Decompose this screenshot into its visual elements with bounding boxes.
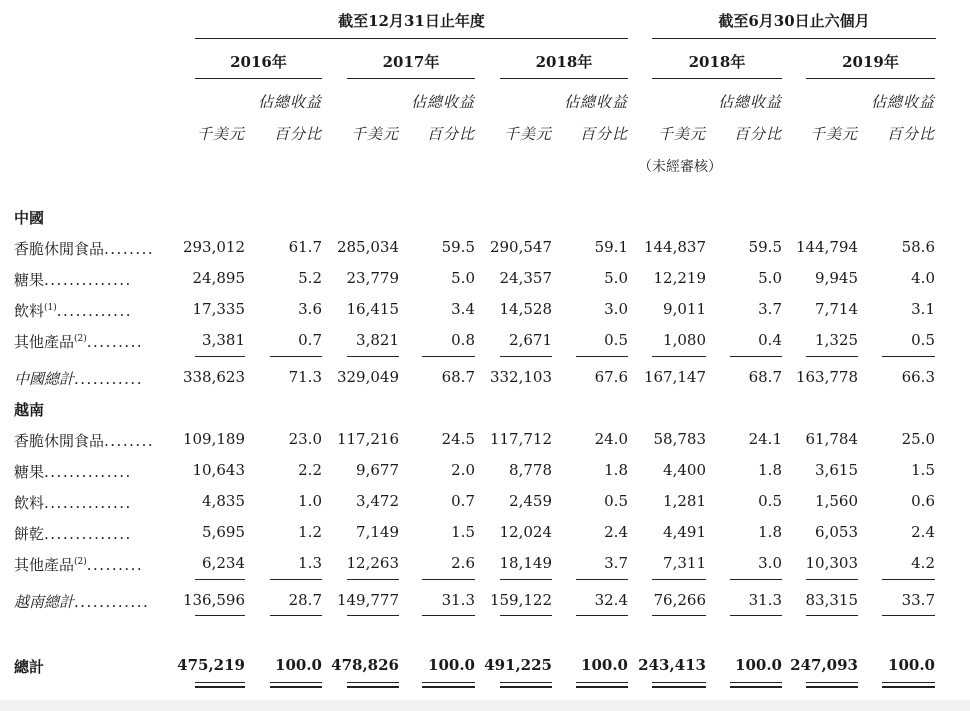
table-cell: 24.0 — [594, 430, 628, 448]
table-cell: 4.0 — [911, 269, 935, 287]
subtotal-label-text: 中國總計 — [14, 370, 75, 388]
row-label — [14, 523, 132, 544]
footnote-marker: (2) — [74, 334, 87, 344]
year-header: 2019年 — [842, 53, 899, 71]
table-cell: 243,413 — [638, 656, 706, 674]
table-cell: 7,149 — [356, 523, 399, 541]
table-cell: 2,459 — [509, 492, 552, 510]
sum-rule — [730, 356, 782, 357]
sum-rule — [652, 682, 706, 683]
sum-rule — [652, 579, 706, 580]
table-cell: 2,671 — [509, 331, 552, 349]
table-cell: 32.4 — [594, 591, 628, 609]
table-cell: 5.0 — [604, 269, 628, 287]
sum-rule — [347, 682, 399, 683]
table-cell: 12,263 — [346, 554, 399, 572]
year-rule — [500, 78, 628, 79]
table-cell: 24,895 — [192, 269, 245, 287]
footnote-marker: (1) — [44, 303, 57, 313]
leader-dots: ......... — [86, 556, 144, 574]
table-cell: 0.5 — [911, 331, 935, 349]
table-cell: 68.7 — [748, 368, 782, 386]
table-cell: 1.5 — [451, 523, 475, 541]
year-rule — [195, 78, 322, 79]
table-cell: 66.3 — [901, 368, 935, 386]
table-cell: 23,779 — [346, 269, 399, 287]
table-cell: 149,777 — [336, 591, 399, 609]
sum-rule — [806, 682, 858, 683]
usd-header: 千美元 — [503, 125, 552, 143]
table-cell: 136,596 — [182, 591, 245, 609]
table-cell: 31.3 — [748, 591, 782, 609]
table-cell: 1.2 — [298, 523, 322, 541]
subtotal-label-text: 越南總計 — [14, 593, 75, 611]
footer-bar — [0, 700, 970, 711]
sum-rule — [500, 682, 552, 683]
header-rule-annual — [195, 38, 628, 39]
table-cell: 247,093 — [790, 656, 858, 674]
year-header: 2017年 — [382, 53, 440, 71]
table-cell: 3,472 — [356, 492, 399, 510]
year-rule — [652, 78, 782, 79]
pct-header-line1: 佔總收益 — [870, 93, 935, 111]
table-cell: 3.0 — [758, 554, 782, 572]
row-label-text: 飲料 — [14, 494, 45, 512]
table-cell: 61,784 — [805, 430, 858, 448]
table-cell: 3,821 — [356, 331, 399, 349]
sum-rule — [882, 579, 935, 580]
row-label — [14, 430, 154, 451]
table-cell: 59.5 — [748, 238, 782, 256]
year-header: 2016年 — [230, 53, 287, 71]
table-cell: 10,643 — [192, 461, 245, 479]
sum-rule — [195, 615, 245, 616]
table-cell: 100.0 — [888, 656, 935, 674]
sum-rule — [195, 356, 245, 357]
table-cell: 3.6 — [298, 300, 322, 318]
table-cell: 338,623 — [182, 368, 245, 386]
table-cell: 117,216 — [336, 430, 399, 448]
pct-header-line1: 佔總收益 — [563, 93, 628, 111]
sum-rule — [422, 615, 475, 616]
table-cell: 0.7 — [451, 492, 475, 510]
usd-header: 千美元 — [350, 125, 399, 143]
sum-rule-double — [422, 686, 475, 688]
sum-rule — [422, 682, 475, 683]
sum-rule — [347, 356, 399, 357]
sum-rule-double — [882, 686, 935, 688]
row-label-text: 糖果 — [14, 463, 45, 481]
table-cell: 0.4 — [758, 331, 782, 349]
leader-dots: ............ — [56, 302, 132, 320]
table-cell: 24.5 — [441, 430, 475, 448]
table-cell: 1.8 — [604, 461, 628, 479]
sum-rule-double — [806, 686, 858, 688]
sum-rule — [882, 682, 935, 683]
sum-rule — [422, 579, 475, 580]
leader-dots: .............. — [44, 525, 132, 543]
table-cell: 100.0 — [581, 656, 628, 674]
table-cell: 25.0 — [901, 430, 935, 448]
unaudited-note: （未經審核） — [638, 159, 722, 175]
table-cell: 23.0 — [288, 430, 322, 448]
table-cell: 329,049 — [336, 368, 399, 386]
sum-rule — [270, 356, 322, 357]
leader-dots: .............. — [44, 463, 132, 481]
table-cell: 1,281 — [663, 492, 706, 510]
header-group-interim: 截至6月30日止六個月 — [718, 12, 870, 30]
table-cell: 1.5 — [911, 461, 935, 479]
table-cell: 478,826 — [331, 656, 399, 674]
table-cell: 1.8 — [758, 461, 782, 479]
section-title: 中國 — [14, 209, 45, 227]
row-label-text: 香脆休閒食品 — [14, 432, 105, 450]
table-cell: 0.5 — [758, 492, 782, 510]
sum-rule — [576, 579, 628, 580]
sum-rule — [270, 579, 322, 580]
table-cell: 16,415 — [346, 300, 399, 318]
table-cell: 3.0 — [604, 300, 628, 318]
table-cell: 76,266 — [653, 591, 706, 609]
sum-rule-double — [270, 686, 322, 688]
row-label — [14, 269, 132, 290]
table-cell: 6,234 — [202, 554, 245, 572]
table-cell: 4.2 — [911, 554, 935, 572]
leader-dots: ......... — [86, 333, 144, 351]
table-cell: 4,400 — [663, 461, 706, 479]
sum-rule — [806, 579, 858, 580]
leader-dots: ........ — [104, 240, 155, 258]
header-rule-interim — [652, 38, 936, 39]
row-label-text: 香脆休閒食品 — [14, 240, 105, 258]
sum-rule-double — [347, 686, 399, 688]
sum-rule — [652, 615, 706, 616]
table-cell: 14,528 — [499, 300, 552, 318]
sum-rule — [270, 682, 322, 683]
table-cell: 59.1 — [594, 238, 628, 256]
table-cell: 163,778 — [795, 368, 858, 386]
sum-rule — [422, 356, 475, 357]
table-cell: 9,945 — [815, 269, 858, 287]
table-cell: 71.3 — [288, 368, 322, 386]
table-cell: 1.8 — [758, 523, 782, 541]
usd-header: 千美元 — [196, 125, 245, 143]
table-cell: 285,034 — [336, 238, 399, 256]
table-cell: 28.7 — [288, 591, 322, 609]
footnote-marker: (2) — [74, 557, 87, 567]
table-cell: 7,714 — [815, 300, 858, 318]
sum-rule — [806, 356, 858, 357]
table-cell: 167,147 — [643, 368, 706, 386]
row-label — [14, 492, 132, 513]
table-cell: 83,315 — [805, 591, 858, 609]
table-cell: 33.7 — [901, 591, 935, 609]
table-cell: 59.5 — [441, 238, 475, 256]
sum-rule — [347, 615, 399, 616]
table-cell: 0.5 — [604, 492, 628, 510]
table-cell: 2.4 — [604, 523, 628, 541]
pct-header-line1: 佔總收益 — [410, 93, 475, 111]
table-cell: 5,695 — [202, 523, 245, 541]
usd-header: 千美元 — [809, 125, 858, 143]
table-cell: 117,712 — [489, 430, 552, 448]
leader-dots: .............. — [44, 494, 132, 512]
sum-rule — [730, 615, 782, 616]
leader-dots: .............. — [44, 271, 132, 289]
sum-rule — [500, 579, 552, 580]
table-cell: 0.5 — [604, 331, 628, 349]
subtotal-label — [14, 591, 149, 612]
sum-rule-double — [576, 686, 628, 688]
table-cell: 67.6 — [594, 368, 628, 386]
sum-rule — [576, 615, 628, 616]
pct-header-line1: 佔總收益 — [717, 93, 782, 111]
total-label: 總計 — [14, 658, 45, 676]
table-cell: 144,837 — [643, 238, 706, 256]
table-cell: 12,219 — [653, 269, 706, 287]
table-cell: 4,491 — [663, 523, 706, 541]
table-cell: 68.7 — [441, 368, 475, 386]
usd-header: 千美元 — [657, 125, 706, 143]
sum-rule — [195, 682, 245, 683]
table-cell: 2.4 — [911, 523, 935, 541]
table-cell: 1,080 — [663, 331, 706, 349]
pct-header-line2: 百分比 — [886, 125, 935, 143]
table-cell: 5.0 — [451, 269, 475, 287]
sum-rule — [882, 615, 935, 616]
sum-rule — [270, 615, 322, 616]
leader-dots: ........... — [74, 370, 143, 388]
row-label — [14, 461, 132, 482]
leader-dots: ........ — [104, 432, 155, 450]
table-cell: 58.6 — [901, 238, 935, 256]
table-cell: 0.8 — [451, 331, 475, 349]
leader-dots: ............ — [74, 593, 150, 611]
sum-rule-double — [500, 686, 552, 688]
table-cell: 24.1 — [748, 430, 782, 448]
table-cell: 9,677 — [356, 461, 399, 479]
table-cell: 58,783 — [653, 430, 706, 448]
table-cell: 3,615 — [815, 461, 858, 479]
row-label — [14, 554, 143, 575]
pct-header-line2: 百分比 — [579, 125, 628, 143]
table-cell: 159,122 — [489, 591, 552, 609]
table-cell: 1,325 — [815, 331, 858, 349]
table-cell: 332,103 — [489, 368, 552, 386]
table-cell: 2.6 — [451, 554, 475, 572]
table-cell: 3.1 — [911, 300, 935, 318]
sum-rule — [730, 682, 782, 683]
year-rule — [806, 78, 935, 79]
year-header: 2018年 — [535, 53, 593, 71]
row-label-text: 其他產品 — [14, 556, 75, 574]
sum-rule — [576, 682, 628, 683]
table-cell: 491,225 — [484, 656, 552, 674]
table-cell: 100.0 — [735, 656, 782, 674]
sum-rule — [195, 579, 245, 580]
table-cell: 293,012 — [182, 238, 245, 256]
table-cell: 9,011 — [663, 300, 706, 318]
row-label — [14, 300, 132, 321]
table-cell: 5.2 — [298, 269, 322, 287]
section-title: 越南 — [14, 401, 45, 419]
table-cell: 1.0 — [298, 492, 322, 510]
row-label-text: 其他產品 — [14, 333, 75, 351]
table-cell: 0.7 — [298, 331, 322, 349]
table-cell: 7,311 — [663, 554, 706, 572]
table-cell: 1.3 — [298, 554, 322, 572]
table-cell: 290,547 — [489, 238, 552, 256]
table-cell: 144,794 — [795, 238, 858, 256]
sum-rule — [347, 579, 399, 580]
row-label — [14, 331, 143, 352]
table-cell: 24,357 — [499, 269, 552, 287]
sum-rule-double — [195, 686, 245, 688]
table-cell: 475,219 — [177, 656, 245, 674]
pct-header-line2: 百分比 — [733, 125, 782, 143]
table-cell: 1,560 — [815, 492, 858, 510]
row-label — [14, 238, 154, 259]
sum-rule — [576, 356, 628, 357]
table-cell: 3.7 — [758, 300, 782, 318]
row-label-text: 糖果 — [14, 271, 45, 289]
sum-rule — [882, 356, 935, 357]
header-group-annual: 截至12月31日止年度 — [338, 12, 485, 30]
table-cell: 0.6 — [911, 492, 935, 510]
year-rule — [347, 78, 475, 79]
subtotal-label — [14, 368, 143, 389]
table-cell: 6,053 — [815, 523, 858, 541]
pct-header-line2: 百分比 — [426, 125, 475, 143]
table-cell: 31.3 — [441, 591, 475, 609]
table-cell: 2.2 — [298, 461, 322, 479]
table-cell: 17,335 — [192, 300, 245, 318]
table-cell: 18,149 — [499, 554, 552, 572]
table-cell: 109,189 — [182, 430, 245, 448]
pct-header-line2: 百分比 — [273, 125, 322, 143]
sum-rule — [500, 615, 552, 616]
table-cell: 3,381 — [202, 331, 245, 349]
sum-rule-double — [730, 686, 782, 688]
table-cell: 100.0 — [275, 656, 322, 674]
table-cell: 10,303 — [805, 554, 858, 572]
sum-rule — [730, 579, 782, 580]
table-cell: 61.7 — [288, 238, 322, 256]
sum-rule — [652, 356, 706, 357]
table-cell: 2.0 — [451, 461, 475, 479]
sum-rule-double — [652, 686, 706, 688]
table-cell: 100.0 — [428, 656, 475, 674]
table-cell: 3.4 — [451, 300, 475, 318]
sum-rule — [500, 356, 552, 357]
table-cell: 5.0 — [758, 269, 782, 287]
table-cell: 12,024 — [499, 523, 552, 541]
year-header: 2018年 — [688, 53, 746, 71]
table-cell: 3.7 — [604, 554, 628, 572]
row-label-text: 飲料 — [14, 302, 45, 320]
table-cell: 8,778 — [509, 461, 552, 479]
table-cell: 4,835 — [202, 492, 245, 510]
row-label-text: 餅乾 — [14, 525, 45, 543]
sum-rule — [806, 615, 858, 616]
pct-header-line1: 佔總收益 — [257, 93, 322, 111]
